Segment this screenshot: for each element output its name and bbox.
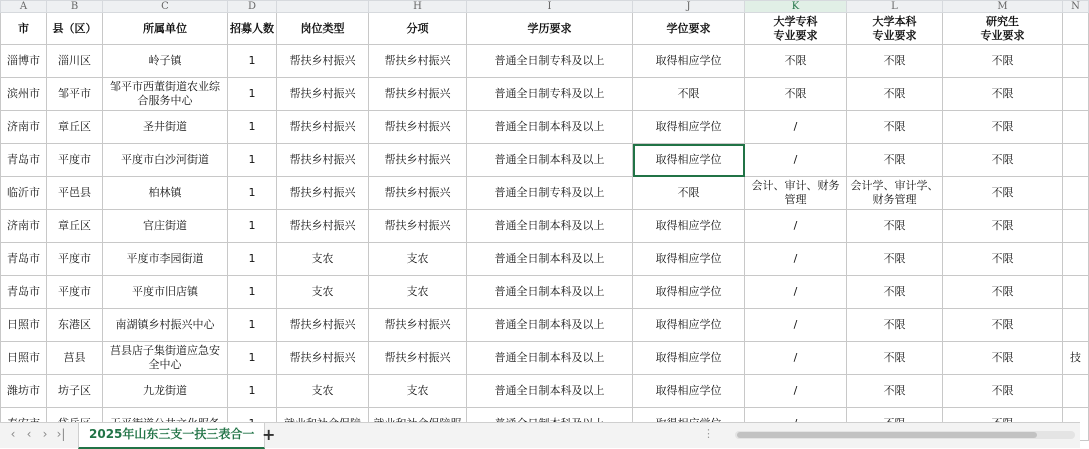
table-cell[interactable]: 不限 (745, 78, 847, 111)
table-cell[interactable]: 不限 (943, 111, 1063, 144)
header-cell[interactable] (847, 13, 943, 45)
table-cell[interactable]: 普通全日制专科及以上 (467, 45, 633, 78)
table-cell[interactable] (1063, 78, 1089, 111)
table-cell[interactable]: 不限 (847, 309, 943, 342)
table-cell[interactable]: 邹平市 (47, 78, 103, 111)
table-cell[interactable]: 不限 (943, 276, 1063, 309)
table-cell[interactable] (1063, 243, 1089, 276)
column-letter[interactable]: H (369, 1, 467, 13)
header-line: 招募人数 (230, 21, 274, 35)
table-cell[interactable] (1063, 144, 1089, 177)
table-cell[interactable]: 帮扶乡村振兴 (277, 45, 369, 78)
table-cell[interactable]: 普通全日制本科及以上 (467, 342, 633, 375)
table-cell[interactable]: 帮扶乡村振兴 (369, 342, 467, 375)
table-cell[interactable]: 青岛市 (1, 243, 47, 276)
table-cell[interactable]: / (745, 309, 847, 342)
table-cell[interactable]: 不限 (847, 276, 943, 309)
table-cell[interactable]: 普通全日制本科及以上 (467, 111, 633, 144)
table-cell[interactable]: 平度市 (47, 243, 103, 276)
header-line: 专业要求 (980, 28, 1025, 42)
table-cell[interactable]: 支农 (369, 276, 467, 309)
table-cell[interactable]: 帮扶乡村振兴 (369, 309, 467, 342)
table-cell[interactable]: 普通全日制本科及以上 (467, 210, 633, 243)
table-cell[interactable]: 1 (228, 210, 277, 243)
table-cell[interactable] (1063, 45, 1089, 78)
table-cell[interactable]: 平度市白沙河街道 (103, 144, 228, 177)
header-cell[interactable] (467, 13, 633, 45)
header-line: 学历要求 (527, 21, 572, 35)
table-cell[interactable]: 不限 (633, 78, 745, 111)
table-cell[interactable]: 潍坊市 (1, 375, 47, 408)
table-cell[interactable]: 不限 (943, 210, 1063, 243)
table-cell[interactable]: 坊子区 (47, 375, 103, 408)
table-cell[interactable]: 取得相应学位 (633, 243, 745, 276)
table-cell[interactable]: 岭子镇 (103, 45, 228, 78)
table-cell[interactable]: 1 (228, 45, 277, 78)
table-row (1, 78, 1089, 111)
horizontal-scrollbar[interactable] (735, 431, 1075, 439)
table-row (1, 276, 1089, 309)
table-cell[interactable]: / (745, 210, 847, 243)
column-letter[interactable]: M (943, 1, 1063, 13)
header-cell[interactable] (745, 13, 847, 45)
table-cell[interactable]: 技 (1063, 342, 1089, 375)
header-line: 学位要求 (666, 21, 711, 35)
header-line: 分项 (406, 21, 429, 35)
table-cell[interactable]: 普通全日制本科及以上 (467, 276, 633, 309)
table-cell[interactable]: 帮扶乡村振兴 (277, 210, 369, 243)
table-cell[interactable]: 不限 (745, 45, 847, 78)
table-cell[interactable]: 不限 (847, 78, 943, 111)
table-cell[interactable]: 帮扶乡村振兴 (277, 111, 369, 144)
table-cell[interactable]: 平度市旧店镇 (103, 276, 228, 309)
table-cell[interactable]: 圣井街道 (103, 111, 228, 144)
column-letter[interactable]: C (103, 1, 228, 13)
table-cell[interactable] (1063, 210, 1089, 243)
table-cell[interactable]: 不限 (943, 177, 1063, 210)
table-cell[interactable]: 不限 (943, 309, 1063, 342)
header-cell[interactable] (369, 13, 467, 45)
table-row (1, 342, 1089, 375)
column-letter[interactable]: J (633, 1, 745, 13)
table-cell[interactable]: 普通全日制本科及以上 (467, 309, 633, 342)
table-cell[interactable]: 帮扶乡村振兴 (277, 342, 369, 375)
table-cell[interactable]: 取得相应学位 (633, 144, 745, 177)
header-cell[interactable] (103, 13, 228, 45)
table-cell[interactable]: 章丘区 (47, 111, 103, 144)
header-line: 县（区） (52, 21, 97, 35)
table-cell[interactable]: / (745, 243, 847, 276)
table-cell[interactable]: 淄博市 (1, 45, 47, 78)
table-cell[interactable]: 1 (228, 78, 277, 111)
add-sheet-button[interactable]: + (262, 425, 276, 444)
table-cell[interactable]: 取得相应学位 (633, 276, 745, 309)
table-cell[interactable]: / (745, 144, 847, 177)
table-cell[interactable]: 帮扶乡村振兴 (369, 45, 467, 78)
table-cell[interactable]: 不限 (847, 45, 943, 78)
table-cell[interactable]: 支农 (277, 243, 369, 276)
table-cell[interactable]: 会计、审计、财务管理 (745, 177, 847, 210)
sheet-tab-bar (0, 422, 1080, 448)
table-cell[interactable] (1063, 177, 1089, 210)
table-cell[interactable]: 莒县店子集街道应急安全中心 (103, 342, 228, 375)
table-cell[interactable]: 帮扶乡村振兴 (369, 111, 467, 144)
scrollbar-thumb[interactable] (737, 432, 1037, 438)
table-cell[interactable]: 淄川区 (47, 45, 103, 78)
table-row (1, 210, 1089, 243)
table-cell[interactable]: 临沂市 (1, 177, 47, 210)
table-cell[interactable]: 普通全日制本科及以上 (467, 243, 633, 276)
table-cell[interactable]: 取得相应学位 (633, 210, 745, 243)
next-sheet-button[interactable]: › (42, 427, 48, 441)
first-sheet-button[interactable]: ‹ (10, 427, 16, 441)
last-sheet-button[interactable]: ›| (56, 427, 66, 441)
table-cell[interactable]: 支农 (369, 243, 467, 276)
table-cell[interactable]: 济南市 (1, 111, 47, 144)
table-cell[interactable]: 邹平市西董街道农业综合服务中心 (103, 78, 228, 111)
header-line: 所属单位 (143, 21, 187, 35)
table-row (1, 144, 1089, 177)
table-row (1, 111, 1089, 144)
column-letter[interactable] (277, 1, 369, 13)
column-letter[interactable]: L (847, 1, 943, 13)
table-cell[interactable]: / (745, 342, 847, 375)
table-cell[interactable]: 不限 (943, 342, 1063, 375)
table-cell[interactable]: 不限 (847, 144, 943, 177)
table-cell[interactable]: 不限 (633, 177, 745, 210)
table-cell[interactable]: 平邑县 (47, 177, 103, 210)
header-line: 大学专科 (773, 14, 818, 28)
table-cell[interactable]: 1 (228, 111, 277, 144)
table-cell[interactable]: 不限 (847, 243, 943, 276)
table-cell[interactable] (1063, 111, 1089, 144)
table-cell[interactable]: 取得相应学位 (633, 45, 745, 78)
header-line: 研究生 (986, 14, 1019, 28)
header-line: 专业要求 (773, 28, 818, 42)
table-cell[interactable]: 柏林镇 (103, 177, 228, 210)
header-line: 专业要求 (872, 28, 917, 42)
table-cell[interactable]: 普通全日制本科及以上 (467, 375, 633, 408)
header-line: 市 (18, 21, 29, 35)
header-cell[interactable] (47, 13, 103, 45)
header-row (1, 13, 1089, 45)
table-cell[interactable]: 日照市 (1, 309, 47, 342)
table-cell[interactable]: 不限 (943, 375, 1063, 408)
header-cell[interactable] (1063, 13, 1089, 45)
table-row (1, 177, 1089, 210)
table-cell[interactable]: 支农 (277, 375, 369, 408)
table-cell[interactable]: 取得相应学位 (633, 111, 745, 144)
table-row (1, 375, 1089, 408)
table-cell[interactable]: 济南市 (1, 210, 47, 243)
table-cell[interactable]: 1 (228, 144, 277, 177)
table-cell[interactable]: 1 (228, 309, 277, 342)
tabbar-splitter[interactable]: ⋮ (703, 427, 714, 440)
table-row (1, 45, 1089, 78)
table-cell[interactable]: 莒县 (47, 342, 103, 375)
prev-sheet-button[interactable]: ‹ (26, 427, 32, 441)
table-cell[interactable]: 取得相应学位 (633, 342, 745, 375)
table-cell[interactable]: / (745, 111, 847, 144)
column-letter[interactable]: B (47, 1, 103, 13)
table-cell[interactable]: 东港区 (47, 309, 103, 342)
table-cell[interactable]: 1 (228, 276, 277, 309)
table-cell[interactable]: 1 (228, 177, 277, 210)
table-cell[interactable]: 不限 (847, 342, 943, 375)
table-row (1, 243, 1089, 276)
table-cell[interactable]: 九龙街道 (103, 375, 228, 408)
table-cell[interactable]: 不限 (943, 45, 1063, 78)
column-letter[interactable]: I (467, 1, 633, 13)
table-cell[interactable]: 滨州市 (1, 78, 47, 111)
table-cell[interactable]: 章丘区 (47, 210, 103, 243)
table-cell[interactable]: 帮扶乡村振兴 (369, 78, 467, 111)
table-cell[interactable]: 帮扶乡村振兴 (369, 177, 467, 210)
table-cell[interactable]: 平度市 (47, 144, 103, 177)
header-cell[interactable] (1, 13, 47, 45)
table-cell[interactable]: 平度市李园街道 (103, 243, 228, 276)
column-letter[interactable]: D (228, 1, 277, 13)
table-cell[interactable]: 1 (228, 375, 277, 408)
table-cell[interactable]: 帮扶乡村振兴 (277, 177, 369, 210)
header-cell[interactable] (277, 13, 369, 45)
table-cell[interactable]: 支农 (277, 276, 369, 309)
table-cell[interactable]: 帮扶乡村振兴 (277, 144, 369, 177)
header-cell[interactable] (633, 13, 745, 45)
table-cell[interactable]: 1 (228, 243, 277, 276)
column-letter-row (1, 1, 1089, 13)
table-cell[interactable]: 帮扶乡村振兴 (369, 144, 467, 177)
table-cell[interactable]: / (745, 375, 847, 408)
table-cell[interactable]: 普通全日制专科及以上 (467, 78, 633, 111)
table-cell[interactable]: 不限 (943, 144, 1063, 177)
table-cell[interactable]: 平度市 (47, 276, 103, 309)
table-cell[interactable]: 帮扶乡村振兴 (369, 210, 467, 243)
table-cell[interactable]: 南湖镇乡村振兴中心 (103, 309, 228, 342)
table-cell[interactable]: 青岛市 (1, 276, 47, 309)
column-letter[interactable]: N (1063, 1, 1089, 13)
header-line: 大学本科 (872, 14, 917, 28)
table-cell[interactable]: 1 (228, 342, 277, 375)
table-cell[interactable]: 不限 (847, 111, 943, 144)
table-cell[interactable]: 官庄街道 (103, 210, 228, 243)
table-cell[interactable]: 青岛市 (1, 144, 47, 177)
table-cell[interactable]: 帮扶乡村振兴 (277, 309, 369, 342)
table-cell[interactable]: 取得相应学位 (633, 375, 745, 408)
table-cell[interactable]: 取得相应学位 (633, 309, 745, 342)
sheet-tab-active[interactable]: 2025年山东三支一扶三表合一 (78, 423, 265, 449)
table-cell[interactable]: 日照市 (1, 342, 47, 375)
table-row (1, 309, 1089, 342)
table-cell[interactable]: 支农 (369, 375, 467, 408)
table-cell[interactable]: 帮扶乡村振兴 (277, 78, 369, 111)
header-line: 岗位类型 (300, 21, 345, 35)
table-cell[interactable]: 会计学、审计学、财务管理 (847, 177, 943, 210)
table-cell[interactable]: 普通全日制本科及以上 (467, 144, 633, 177)
table-cell[interactable]: 普通全日制专科及以上 (467, 177, 633, 210)
column-letter[interactable]: A (1, 1, 47, 13)
table-cell[interactable]: 不限 (943, 243, 1063, 276)
table-cell[interactable]: 不限 (847, 210, 943, 243)
table-cell[interactable] (1063, 276, 1089, 309)
table-cell[interactable] (1063, 375, 1089, 408)
table-cell[interactable]: 不限 (847, 375, 943, 408)
table-cell[interactable]: / (745, 276, 847, 309)
header-cell[interactable] (228, 13, 277, 45)
header-cell[interactable] (943, 13, 1063, 45)
column-letter[interactable]: K (745, 1, 847, 13)
table-cell[interactable] (1063, 309, 1089, 342)
table-cell[interactable]: 不限 (943, 78, 1063, 111)
